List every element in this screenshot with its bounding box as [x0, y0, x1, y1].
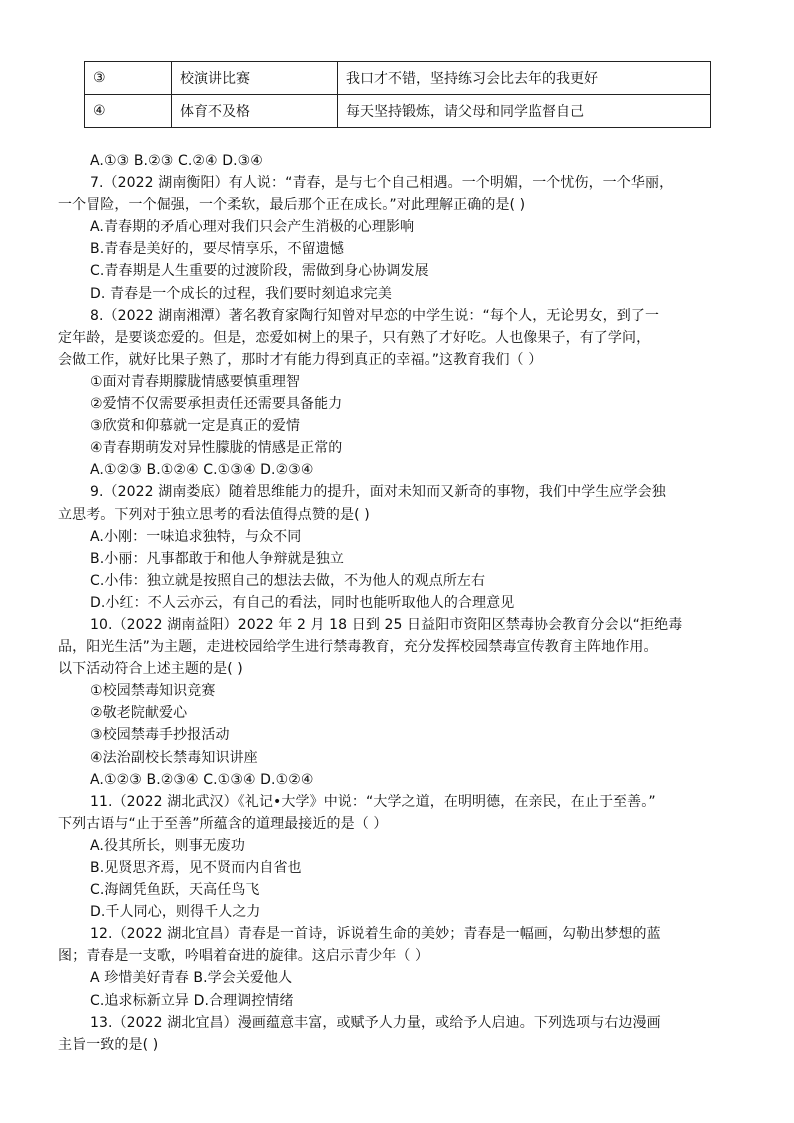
text-line: 会做工作，就好比果子熟了，那时才有能力得到真正的幸福。”这教育我们（ ）: [58, 351, 543, 368]
text-line: A 珍惜美好青春 B.学会关爱他人: [90, 970, 293, 987]
text-line: ④青春期萌发对异性朦胧的情感是正常的: [90, 440, 343, 457]
row-thought: 我口才不错，坚持练习会比去年的我更好: [338, 62, 711, 95]
text-line: 品，阳光生活”为主题，走进校园给学生进行禁毒教育，充分发挥校园禁毒宣传教育主阵地作用。: [58, 639, 658, 656]
text-line: C.小伟：独立就是按照自己的想法去做，不为他人的观点所左右: [90, 572, 486, 589]
text-line: 一个冒险，一个倔强，一个柔软，最后那个正在成长。”对此理解正确的是( ): [58, 197, 526, 214]
text-line: 主旨一致的是( ): [58, 1036, 159, 1053]
text-line: 13.（2022 湖北宜昌）漫画蕴意丰富，或赋予人力量，或给予人启迪。下列选项与右边漫画: [90, 1014, 661, 1031]
row-event: 校演讲比赛: [172, 62, 338, 95]
text-line: ④法治副校长禁毒知识讲座: [90, 749, 258, 766]
text-line: ②爱情不仅需要承担责任还需要具备能力: [90, 396, 343, 413]
row-thought: 每天坚持锻炼，请父母和同学监督自己: [338, 95, 711, 128]
text-line: 7.（2022 湖南衡阳）有人说：“青春，是与七个自己相遇。一个明媚，一个忧伤，一个华丽，: [90, 175, 674, 192]
text-line: 8.（2022 湖南湘潭）著名教育家陶行知曾对早恋的中学生说：“每个人，无论男女，到了一: [90, 307, 660, 324]
text-line: C.青春期是人生重要的过渡阶段，需做到身心协调发展: [90, 263, 429, 280]
table-row: [85, 95, 711, 128]
text-line: 11.（2022 湖北武汉）《礼记•大学》中说：“大学之道，在明明德，在亲民，在止于至善。”: [90, 793, 656, 810]
table-row: [85, 62, 711, 95]
text-line: ③欣赏和仰慕就一定是真正的爱情: [90, 418, 301, 435]
text-line: A.青春期的矛盾心理对我们只会产生消极的心理影响: [90, 219, 415, 236]
text-line: A.小刚：一味追求独特，与众不同: [90, 528, 302, 545]
text-line: 图；青春是一支歌，吟唱着奋进的旋律。这启示青少年（ ）: [58, 948, 430, 965]
text-line: C.海阔凭鱼跃，天高任鸟飞: [90, 882, 260, 899]
text-line: A.①②③ B.②③④ C.①③④ D.①②④: [90, 771, 314, 788]
text-line: 立思考。下列对于独立思考的看法值得点赞的是( ): [58, 506, 370, 523]
text-line: 12.（2022 湖北宜昌）青春是一首诗，诉说着生命的美妙；青春是一幅画，勾勒出梦想的蓝: [90, 926, 661, 943]
text-line: C.追求标新立异 D.合理调控情绪: [90, 992, 294, 1009]
row-number: ④: [85, 95, 172, 128]
text-line: A.①②③ B.①②④ C.①③④ D.②③④: [90, 462, 314, 479]
text-line: 10.（2022 湖南益阳）2022 年 2 月 18 日到 25 日益阳市资阳区禁毒协会教育分会以“拒绝毒: [90, 616, 683, 633]
text-line: D. 青春是一个成长的过程，我们要时刻追求完美: [90, 285, 392, 302]
text-line: ①面对青春期朦胧情感要慎重理智: [90, 373, 301, 390]
text-line: 9.（2022 湖南娄底）随着思维能力的提升，面对未知而又新奇的事物，我们中学生应学会独: [90, 484, 666, 501]
row-event: 体育不及格: [172, 95, 338, 128]
text-line: B.小丽：凡事都敢于和他人争辩就是独立: [90, 550, 344, 567]
text-line: ②敬老院献爱心: [90, 705, 188, 722]
text-line: 下列古语与“止于至善”所蕴含的道理最接近的是（ ）: [58, 815, 388, 832]
text-line: A.役其所长，则事无废功: [90, 837, 245, 854]
text-line: ③校园禁毒手抄报活动: [90, 727, 230, 744]
text-line: B.青春是美好的，要尽情享乐，不留遗憾: [90, 241, 344, 258]
question-text: [58, 150, 718, 1056]
reflection-table: [84, 61, 711, 128]
text-line: 定年龄，是要谈恋爱的。但是，恋爱如树上的果子，只有熟了才好吃。人也像果子，有了学问，: [58, 329, 651, 346]
text-line: D.千人同心，则得千人之力: [90, 904, 261, 921]
text-line: ①校园禁毒知识竞赛: [90, 683, 216, 700]
row-number: ③: [85, 62, 172, 95]
text-line: A.①③ B.②③ C.②④ D.③④: [90, 153, 263, 169]
text-line: 以下活动符合上述主题的是( ): [58, 661, 243, 678]
text-line: D.小红：不人云亦云，有自己的看法，同时也能听取他人的合理意见: [90, 594, 515, 611]
text-line: B.见贤思齐焉，见不贤而内自省也: [90, 860, 302, 876]
